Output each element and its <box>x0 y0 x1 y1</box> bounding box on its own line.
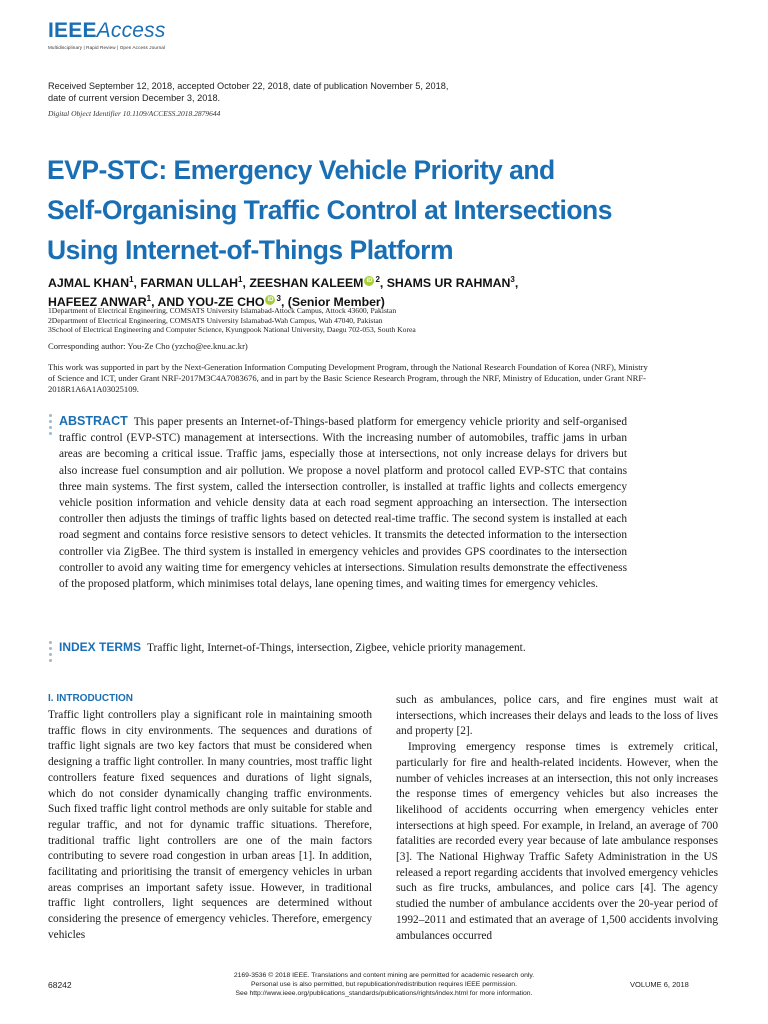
received-line-2: date of current version December 3, 2018. <box>48 92 221 103</box>
paragraph: Improving emergency response times is extremely critical, particularly for fire and health-related incidents. However, when the number of vehicles increases at an intersection, this not only increases the response times of emergency vehicles but also increases the likelihood of accidents occurring when emergency vehicles enter intersections at high speed. For example, in Ireland, an average of 700 fatalities are recorded every year because of late ambulance responses [3]. The National Highway Traffic Safety Administration in the US released a report regarding accidents that involved emergency vehicles such as fire trucks, ambulances, and police cars [4]. The agency studied the number of ambulance accidents over the 20-year period of 1992–2011 and estimated that an average of 1,500 accidents involving ambulances occurred <box>396 741 718 942</box>
footer-line-2: Personal use is also permitted, but republication/redistribution requires IEEE permission. <box>251 980 517 988</box>
author-affil-mark: 2 <box>375 275 380 284</box>
author-name: , AND YOU-ZE CHO <box>151 295 265 310</box>
copyright-footer <box>180 972 588 998</box>
author-list <box>48 272 608 310</box>
received-line-1: Received September 12, 2018, accepted October 22, 2018, date of publication November 5, 2018, <box>48 81 449 91</box>
journal-logo <box>48 20 166 50</box>
section-heading: I. INTRODUCTION <box>48 693 133 704</box>
author-affil-mark: 1 <box>146 294 152 304</box>
author-name: , FARMAN ULLAH <box>133 276 239 291</box>
author-separator: , <box>514 276 519 291</box>
title-line-3: Using Internet-of-Things Platform <box>47 235 454 265</box>
author-name: HAFEEZ ANWAR <box>48 295 147 310</box>
logo-wordmark <box>48 20 166 42</box>
affiliation-2: 2Department of Electrical Engineering, COMSATS University Islamabad-Wah Campus, Wah 47040, Pakistan <box>48 315 383 325</box>
affiliation-3: 3School of Electrical Engineering and Computer Science, Kyungpook National University, Daegu 702-053, South Korea <box>48 325 416 335</box>
author-line-1 <box>48 272 608 291</box>
title-line-1: EVP-STC: Emergency Vehicle Priority and <box>47 155 555 185</box>
abstract-label: ABSTRACT <box>59 414 128 428</box>
abstract <box>59 413 627 592</box>
index-terms-label: INDEX TERMS <box>59 640 142 654</box>
abstract-marker-icon <box>49 414 53 438</box>
author-name: AJMAL KHAN <box>48 276 130 291</box>
orcid-icon[interactable]: iD <box>267 297 274 304</box>
logo-italic: Access <box>96 19 166 42</box>
author-membership: , (Senior Member) <box>280 295 385 310</box>
corresponding-author: Corresponding author: You-Ze Cho (yzcho@ee.knu.ac.kr) <box>48 341 248 351</box>
author-affil-mark: 3 <box>276 294 281 304</box>
paper-title <box>47 150 647 270</box>
affiliations <box>48 306 568 335</box>
author-name: , ZEESHAN KALEEM <box>242 276 364 291</box>
footer-line-1: 2169-3536 © 2018 IEEE. Translations and content mining are permitted for academic research only. <box>233 972 535 979</box>
index-terms-marker-icon <box>49 641 53 665</box>
index-terms-text: Traffic light, Internet-of-Things, intersection, Zigbee, vehicle priority management. <box>147 642 526 654</box>
orcid-icon[interactable]: iD <box>366 278 373 284</box>
affiliation-1: 1Department of Electrical Engineering, COMSATS University Islamabad-Attock Campus, Attock 43600, Pakistan <box>48 306 397 315</box>
page-number: 68242 <box>48 980 72 990</box>
doi: Digital Object Identifier 10.1109/ACCESS.2018.2879644 <box>48 109 221 118</box>
index-terms <box>59 640 639 654</box>
author-affil-mark: 3 <box>510 275 515 284</box>
logo-bold: IEEE <box>48 19 97 42</box>
volume-label: VOLUME 6, 2018 <box>630 980 689 989</box>
footer-line-3: See http://www.ieee.org/publications_standards/publications/rights/index.html for more information. <box>235 989 533 997</box>
title-line-2: Self-Organising Traffic Control at Intersections <box>47 195 612 225</box>
received-dates <box>48 81 488 104</box>
body-column-left <box>48 708 372 944</box>
paragraph: such as ambulances, police cars, and fire engines must wait at intersections, which increases their delays and leads to the loss of lives and property [2]. <box>396 694 718 738</box>
abstract-text: This paper presents an Internet-of-Things-based platform for emergency vehicle priority and self-organised traffic control (EVP-STC) management at intersections. With the increasing number of automobiles, traffic jams in urban areas are becoming a critical issue. Traffic jams, especially those at intersections, not only increase delays for drivers but also increase fuel consumption and air pollution. We propose a novel platform and protocol called EVP-STC that contains three main systems. The first system, called the intersection controller, is installed at traffic lights and collects emergency vehicle position information and vehicle density data at each road segment approaching an intersection. The intersection controller then adjusts the timings of traffic lights based on detected real-time traffic. The second system is installed at each road segment and contains force resistive sensors to detect vehicles. It transmits the detected information to the intersection controller via ZigBee. The third system is installed in emergency vehicles and provides GPS coordinates to the intersection controller to avoid any waiting time for emergency vehicles at intersections. Simulation results demonstrate the effectiveness of the proposed platform, which minimises total delays, lane opening times, and waiting times for emergency vehicles. <box>59 416 627 591</box>
logo-tagline: Multidisciplinary | Rapid Review | Open Access Journal <box>48 45 166 50</box>
author-name: , SHAMS UR RAHMAN <box>379 276 511 291</box>
paragraph: Traffic light controllers play a significant role in maintaining smooth traffic flows in city environments. The sequences and durations of traffic light signals are two key factors that must be considered when designing a traffic light controller. In many countries, most traffic light controllers feature fixed sequences and durations of light signals, which do not consider dynamically changing traffic environments. Such fixed traffic light control methods are only suitable for stable and regular traffic, and not for dynamic traffic situations. Therefore, traditional traffic light controllers are one of the main factors contributing to severe road congestion in urban areas [1]. In addition, facilitating and prioritising the transit of emergency vehicles in urban areas comprises an important safety issue. However, in traditional traffic light controllers, light sequences are determined without considering the presence of emergency vehicles. Therefore, emergency vehicles <box>48 709 372 941</box>
author-affil-mark: 1 <box>129 275 134 284</box>
author-affil-mark: 1 <box>238 275 243 284</box>
body-column-right <box>396 693 718 944</box>
funding-note: This work was supported in part by the Next-Generation Information Computing Development Program, through the National Research Foundation of Korea (NRF), Ministry of Science and ICT, under Grant NRF-2017M3C4A7083676, and in part by the Basic Science Research Program, through the NRF, Ministry of Education, under Grant NRF-2018R1A6A1A03025109. <box>48 362 648 395</box>
